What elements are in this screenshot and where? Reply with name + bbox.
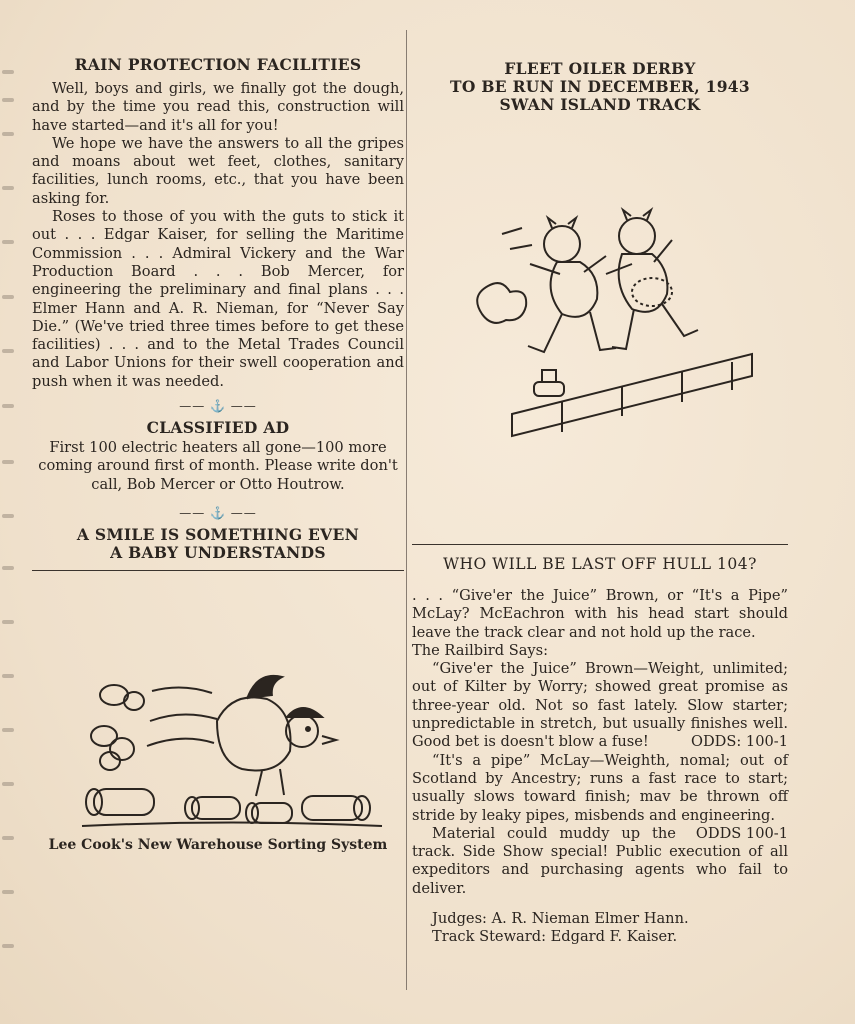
section-divider: —— ⚓ —— (179, 399, 257, 414)
brown-odds: ODDS: 100-1 (691, 733, 788, 751)
material-paragraph: Material could muddy up the track. Side Show special! Public execution of all expeditors and purchasing agents who fail to deliver. (412, 824, 788, 897)
spiral-binding (0, 0, 18, 1024)
hull-104-title: WHO WILL BE LAST OFF HULL 104? (443, 555, 757, 573)
smile-heading-line1: A SMILE IS SOMETHING EVEN (76, 524, 360, 544)
rain-paragraph-1: Well, boys and girls, we finally got the dough, and by the time you read this, construction will have started—and it's all for you! (32, 80, 404, 134)
running-characters-illustration (412, 114, 788, 474)
derby-title-line1: FLEET OILER DERBY (504, 59, 696, 78)
track-steward-line: Track Steward: Edgard F. Kaiser. (432, 928, 678, 946)
rain-paragraph-3: Roses to those of you with the guts to stick it out . . . Edgar Kaiser, for selling the Maritime Commission . . . Admiral Vickery and the War Production Board . . . Bob Mercer, for engineering the preliminary and final plans . . . Elmer Hann and A. R. Nieman, for “Never Say Die.” (We've tried three times before to get these facilities) . . . and to the Metal Trades Council and Labor Unions for their swell cooperation and push when it was needed. (32, 208, 404, 390)
railbird-says: The Railbird Says: (412, 641, 549, 659)
right-column (412, 52, 788, 947)
smile-heading-line2: A BABY UNDERSTANDS (110, 542, 326, 562)
derby-title-line2: TO BE RUN IN DECEMBER, 1943 (450, 77, 750, 96)
classified-ad-text: First 100 electric heaters all gone—100 more coming around first of month. Please write don't call, Bob Mercer or Otto Houtrow. (38, 439, 398, 493)
cartoon-caption: Lee Cook's New Warehouse Sorting System (48, 836, 388, 853)
rooster-cartoon-illustration (32, 571, 404, 841)
section-divider: —— ⚓ —— (179, 505, 257, 520)
mclay-odds: ODDS 100-1 (695, 824, 788, 842)
right-horizontal-rule (412, 544, 788, 545)
brown-entry: “Give'er the Juice” Brown—Weight, unlimited; out of Kilter by Worry; showed great promise as three-year old. Not so fast lately. Slow starter; unpredictable in stretch, but usually finishes well. Good bet is doesn't blow a fuse! ODDS: 100-1 (412, 660, 788, 751)
classified-ad-title: CLASSIFIED AD (146, 418, 290, 438)
judges-line: Judges: A. R. Nieman Elmer Hann. (432, 910, 689, 928)
derby-title-line3: SWAN ISLAND TRACK (499, 95, 701, 114)
column-divider (406, 30, 407, 990)
mclay-entry: “It's a pipe” McLay—Weighth, nomal; out of Scotland by Ancestry; runs a fast race to start; usually slows toward finish; mav be thrown off stride by leaky pipes, misbends and engineering. ODDS 100-1 (412, 751, 788, 842)
hull-intro: . . . “Give'er the Juice” Brown, or “It's a Pipe” McLay? McEachron with his head start should leave the track clear and not hold up the race. (412, 587, 788, 641)
left-column (32, 52, 404, 853)
rain-protection-title: RAIN PROTECTION FACILITIES (74, 55, 362, 74)
rain-paragraph-2: We hope we have the answers to all the gripes and moans about wet feet, clothes, sanitary facilities, lunch rooms, etc., that you have been asking for. (32, 134, 404, 207)
